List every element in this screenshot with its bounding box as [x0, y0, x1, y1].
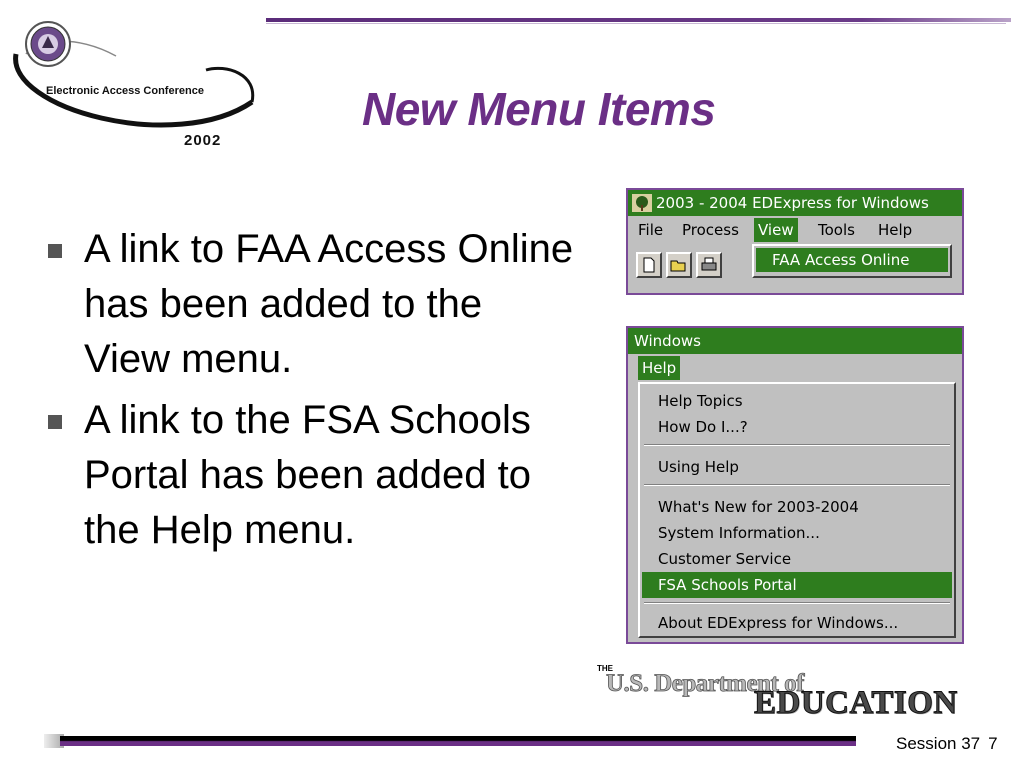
menubar [628, 356, 962, 380]
logo-year: 2002 [184, 132, 222, 149]
help-dropdown [638, 382, 956, 638]
menu-separator [644, 444, 950, 446]
menu-item-fsa-schools-portal[interactable]: FSA Schools Portal [642, 572, 952, 598]
menu-item-help-topics[interactable]: Help Topics [658, 392, 743, 410]
ed-logo-department: U.S. Department of [606, 670, 804, 697]
view-dropdown [752, 244, 952, 278]
logo-swoosh-icon [6, 14, 260, 154]
menu-file[interactable]: File [638, 221, 664, 239]
menu-separator [644, 484, 950, 486]
page-number: 7 [988, 734, 998, 753]
bottom-bar [60, 736, 856, 746]
print-button[interactable] [696, 252, 722, 278]
window-titlebar [628, 328, 962, 354]
menu-item-whats-new[interactable]: What's New for 2003-2004 [658, 498, 859, 516]
bullet-square-icon [48, 244, 62, 258]
window-title: 2003 - 2004 EDExpress for Windows [656, 194, 929, 212]
menu-item-customer-service[interactable]: Customer Service [658, 550, 792, 568]
session-label: Session 37 [896, 734, 981, 753]
bullet-text: A link to FAA Access Online has been added to the View menu. [84, 227, 574, 381]
print-icon [700, 256, 718, 274]
menu-item-using-help[interactable]: Using Help [658, 458, 739, 476]
ed-logo-education: EDUCATION [754, 685, 958, 721]
window-titlebar [628, 190, 962, 216]
view-menu-screenshot [626, 188, 964, 295]
bullet-item [44, 393, 574, 558]
app-tree-icon [632, 194, 652, 212]
open-folder-icon [670, 256, 688, 274]
top-rule [266, 18, 1011, 22]
bullet-square-icon [48, 415, 62, 429]
menu-process[interactable]: Process [682, 221, 739, 239]
bullet-item [44, 222, 574, 387]
menu-item-about[interactable]: About EDExpress for Windows... [658, 614, 899, 632]
help-menu-screenshot [626, 326, 964, 644]
menu-tools[interactable]: Tools [818, 221, 855, 239]
menu-item-system-information[interactable]: System Information... [658, 524, 820, 542]
slide-title: New Menu Items [362, 83, 716, 135]
ed-logo-the: THE [597, 664, 613, 673]
new-document-icon [640, 256, 658, 274]
top-rule-thin [266, 23, 1006, 24]
open-button[interactable] [666, 252, 692, 278]
menu-item-how-do-i[interactable]: How Do I...? [658, 418, 748, 436]
menu-view[interactable]: View [754, 218, 798, 242]
bullet-text: A link to the FSA Schools Portal has been added to the Help menu. [84, 398, 532, 552]
menu-separator [644, 602, 950, 604]
slide-footer [896, 734, 998, 754]
menu-help[interactable]: Help [878, 221, 913, 239]
window-title: Windows [634, 332, 701, 350]
menu-help[interactable]: Help [638, 356, 680, 380]
bullet-list [44, 222, 574, 564]
logo-conference-name: Electronic Access Conference [46, 85, 204, 97]
new-button[interactable] [636, 252, 662, 278]
faa-access-online-item[interactable]: FAA Access Online [756, 248, 948, 272]
conference-logo [6, 14, 260, 154]
menubar [628, 218, 962, 242]
